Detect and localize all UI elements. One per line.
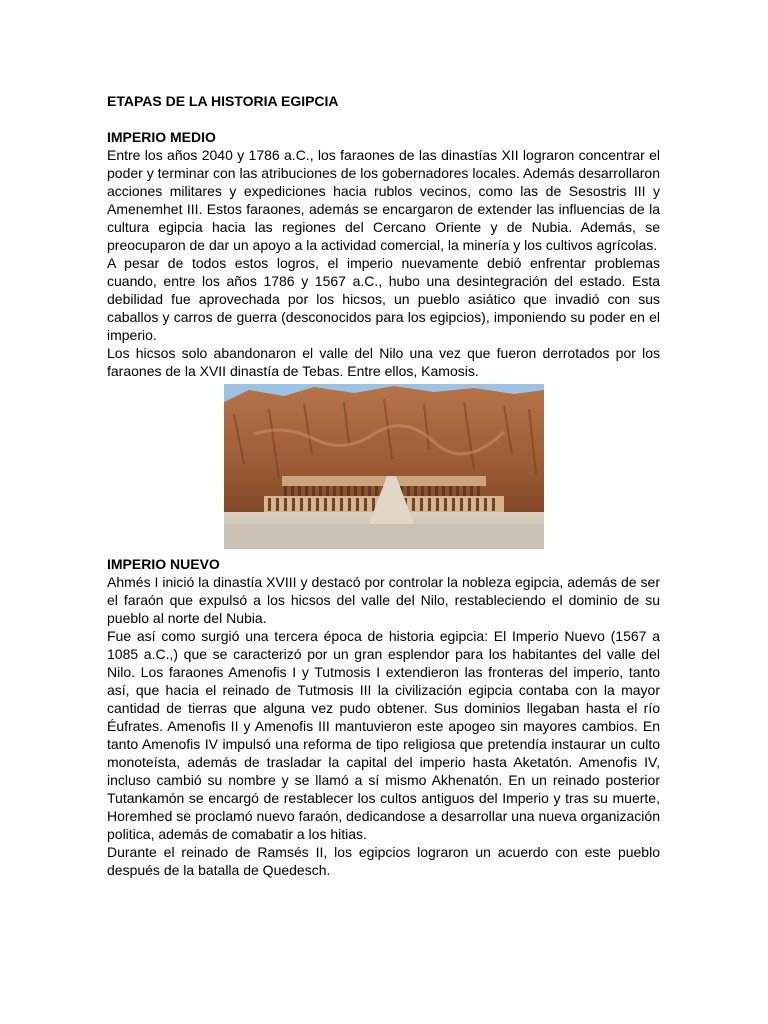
paragraph: A pesar de todos estos logros, el imperio nuevamente debió enfrentar problemas cuando, entre los años 1786 y 1567 a.C., hubo una desintegración del estado. Esta debilidad fue aprovechada por los hicsos, un pueblo asiático que invadió con sus caballos y carros de guerra (desconocidos para los egipcios), imponiendo su poder en el imperio. [107,255,660,343]
section-imperio-nuevo [107,555,660,879]
paragraph: Fue así como surgió una tercera época de historia egipcia: El Imperio Nuevo (1567 a 1085 a.C.,) que se caracterizó por un gran esplendor para los habitantes del valle del Nilo. Los faraones Amenofis I y Tutmosis I extendieron las fronteras del imperio, tanto así, que hacia el reinado de Tutmosis III la civilización egipcia contaba con la mayor cantidad de tierras que alguna vez pudo obtener. Sus dominios llegaban hasta el río Éufrates. Amenofis II y Amenofis III mantuvieron este apogeo sin mayores cambios. En tanto Amenofis IV impulsó una reforma de tipo religiosa que pretendía instaurar un culto monoteísta, además de trasladar la capital del imperio hasta Aketatón. Amenofis IV, incluso cambió su nombre y se llamó a sí mismo Akhenatón. En un reinado posterior Tutankamón se encargó de restablecer los cultos antiguos del Imperio y tras su muerte, Horemhed se proclamó nuevo faraón, dedicandose a desarrollar una nueva organización politica, además de comabatir a los hitias. [107,628,660,842]
section-imperio-medio [107,128,660,380]
paragraph: Durante el reinado de Ramsés II, los egipcios lograron un acuerdo con este pueblo después de la batalla de Quedesch. [107,844,660,878]
section-heading: IMPERIO NUEVO [107,556,220,572]
paragraph: Los hicsos solo abandonaron el valle del Nilo una vez que fueron derrotados por los faraones de la XVII dinastía de Tebas. Entre ellos, Kamosis. [107,345,660,379]
section-heading: IMPERIO MEDIO [107,129,216,145]
document-page [107,92,660,879]
document-title: ETAPAS DE LA HISTORIA EGIPCIA [107,93,339,109]
paragraph: Ahmés I inició la dinastía XVIII y destacó por controlar la nobleza egipcia, además de ser el faraón que expulsó a los hicsos del valle del Nilo, restableciendo el dominio de su pueblo al norte del Nubia. [107,574,660,626]
temple-photo [224,384,544,549]
paragraph: Entre los años 2040 y 1786 a.C., los faraones de las dinastías XII lograron concentrar el poder y terminar con las atribuciones de los gobernadores locales. Además desarrollaron acciones militares y expediciones hacia rublos vecinos, como las de Sesostris III y Amenemhet III. Estos faraones, además se encargaron de extender las influencias de la cultura egipcia hacia las regiones del Cercano Oriente y de Nubia. Además, se preocuparon de dar un apoyo a la actividad comercial, la minería y los cultivos agrícolas. [107,147,660,253]
